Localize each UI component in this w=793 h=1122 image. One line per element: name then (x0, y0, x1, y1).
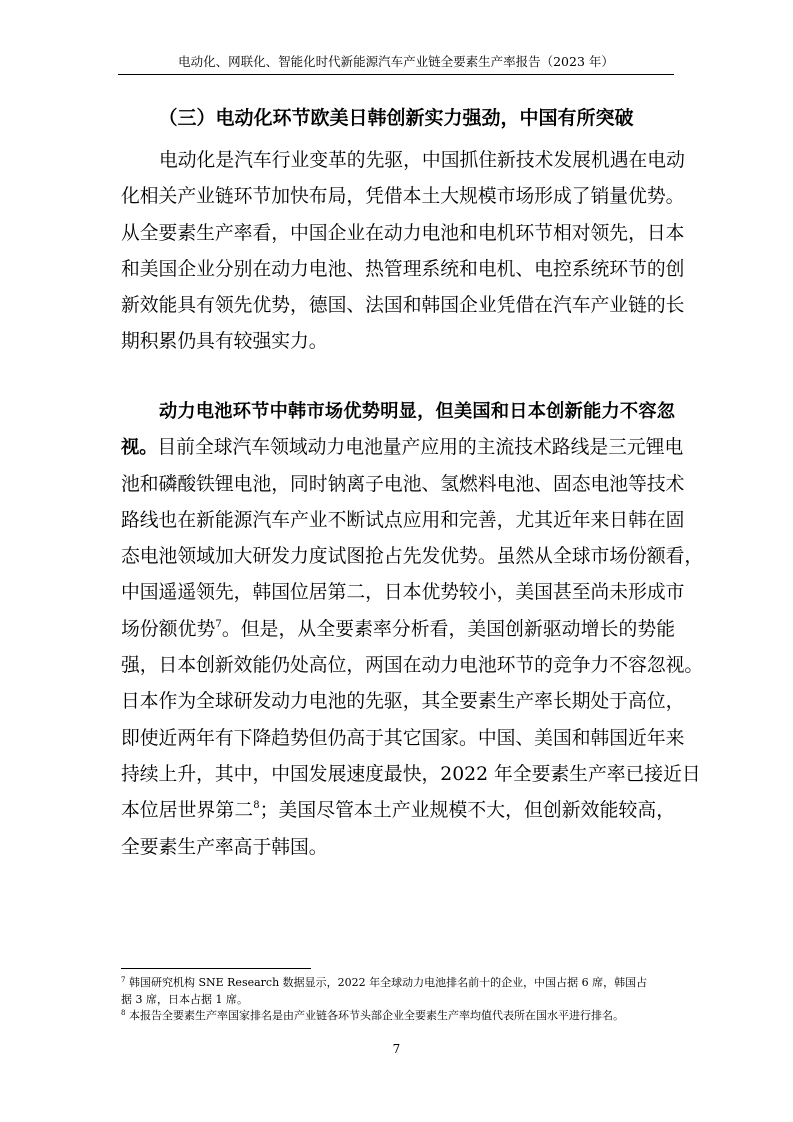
footnote-rule (121, 968, 311, 969)
paragraph-text: 场份额优势 (121, 618, 216, 640)
footnote-ref-7[interactable]: 7 (215, 618, 222, 630)
page-number: 7 (392, 1042, 401, 1056)
paragraph-line: 持续上升，其中，中国发展速度最快，2022 年全要素生产率已接近日 (121, 763, 701, 785)
paragraph-line: 强，日本创新效能仍处高位，两国在动力电池环节的竞争力不容忽视。 (121, 655, 704, 677)
paragraph-line: 电动化是汽车行业变革的先驱，中国抓住新技术发展机遇在电动 (159, 150, 685, 171)
footnote-7-continued: 据 3 席，日本占据 1 席。 (121, 992, 248, 1006)
paragraph-line (121, 612, 675, 648)
paragraph-line: 化相关产业链环节加快布局，凭借本土大规模市场形成了销量优势。 (121, 186, 685, 208)
footnote-8 (121, 1008, 675, 1025)
paragraph-line: 路线也在新能源汽车产业不断试点应用和完善，尤其近年来日韩在固 (121, 509, 685, 531)
paragraph-line (121, 394, 675, 430)
paragraph-line (121, 430, 684, 466)
paragraph-line: 池和磷酸铁锂电池，同时钠离子电池、氢燃料电池、固态电池等技术 (121, 473, 685, 495)
paragraph-2 (121, 394, 704, 866)
paragraph-line: 从全要素生产率看，中国企业在动力电池和电机环节相对领先，日本 (121, 222, 685, 244)
paragraph-line: 即使近两年有下降趋势但仍高于其它国家。中国、美国和韩国近年来 (121, 727, 685, 749)
footnote-text: 本报告全要素生产率国家排名是由产业链各环节头部企业全要素生产率均值代表所在国水平进行排名。 (128, 1009, 624, 1022)
footnote-marker: 8 (121, 1009, 126, 1017)
bold-lead: 视。 (121, 437, 158, 459)
paragraph-text: 。但是，从全要素率分析看，美国创新驱动增长的势能 (221, 618, 676, 640)
paragraph-line: 和美国企业分别在动力电池、热管理系统和电机、电控系统环节的创 (121, 258, 685, 280)
paragraph-line (121, 793, 675, 829)
paragraph-line: 全要素生产率高于韩国。 (121, 836, 328, 858)
paragraph-line: 新效能具有领先优势，德国、法国和韩国企业凭借在汽车产业链的长 (121, 295, 685, 317)
header-rule (118, 74, 674, 75)
paragraph-text: 本位居世界第二 (121, 800, 254, 822)
paragraph-line: 中国遥遥领先，韩国位居第二，日本优势较小，美国甚至尚未形成市 (121, 582, 685, 604)
paragraph-line: 态电池领域加大研发力度试图抢占先发优势。虽然从全球市场份额看， (121, 546, 704, 568)
footnote-marker: 7 (121, 976, 126, 984)
running-header: 电动化、网联化、智能化时代新能源汽车产业链全要素生产率报告（2023 年） (178, 54, 614, 69)
paragraph-1 (121, 143, 685, 361)
footnote-text: 韩国研究机构 SNE Research 数据显示，2022 年全球动力电池排名前十的企业，中国占据 6 席，韩国占 (128, 976, 648, 989)
paragraph-line: 期积累仍具有较强实力。 (121, 331, 328, 353)
footnote-ref-8[interactable]: 8 (253, 800, 260, 812)
footnote-7 (121, 975, 675, 992)
paragraph-text: ；美国尽管本土产业规模不大，但创新效能较高， (259, 800, 676, 822)
bold-lead: 动力电池环节中韩市场优势明显，但美国和日本创新能力不容忽 (159, 401, 675, 422)
paragraph-line: 日本作为全球研发动力电池的先驱，其全要素生产率长期处于高位， (121, 691, 685, 713)
section-heading: （三）电动化环节欧美日韩创新实力强劲，中国有所突破 (158, 107, 634, 129)
paragraph-text: 目前全球汽车领域动力电池量产应用的主流技术路线是三元锂电 (157, 437, 684, 459)
footnotes (121, 975, 675, 1025)
